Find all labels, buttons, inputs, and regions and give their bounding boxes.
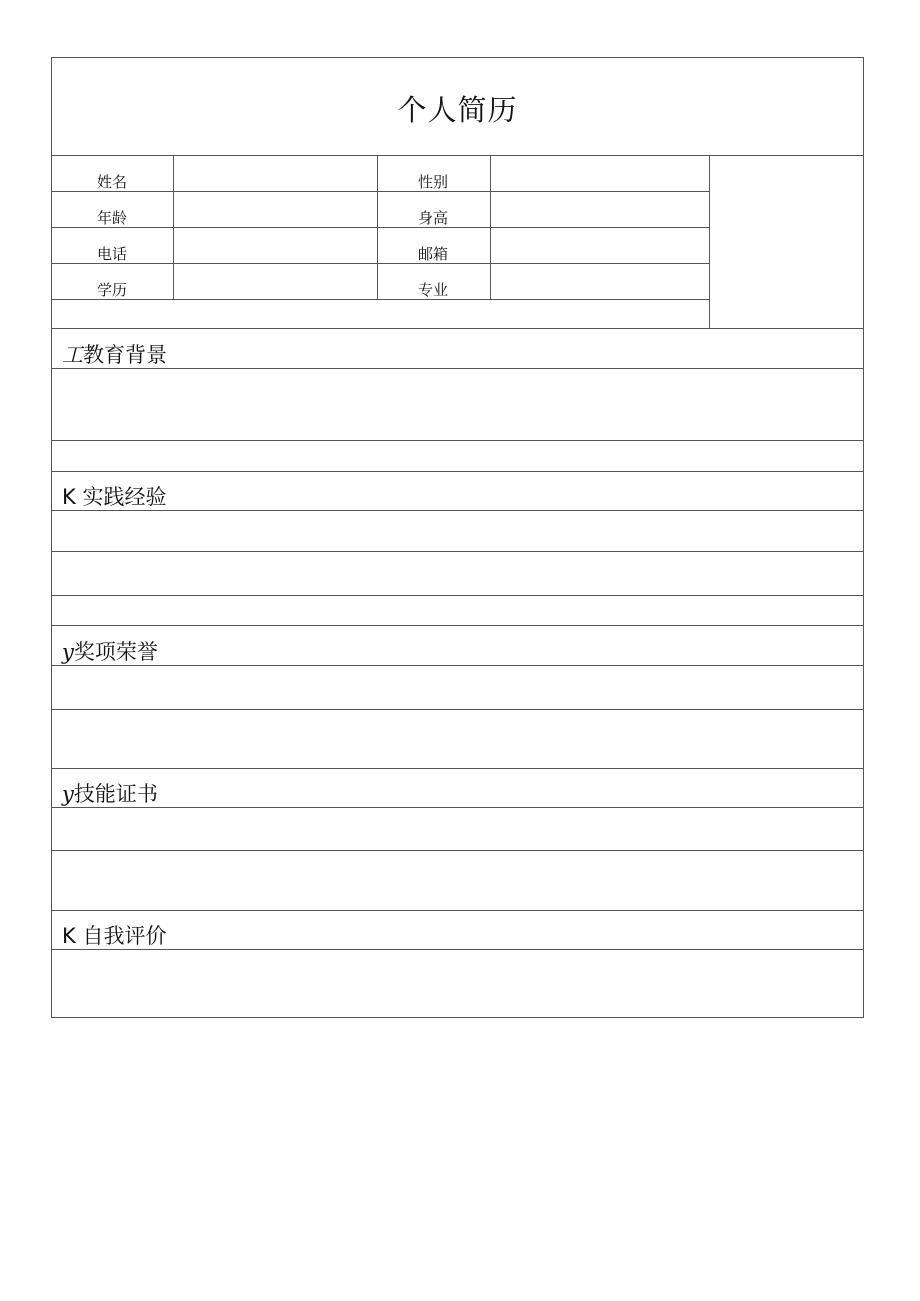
section-label: 奖项荣誉	[73, 640, 158, 664]
section-label: 实践经验	[82, 485, 167, 509]
section-glyph: 工	[62, 343, 83, 367]
age-field[interactable]	[174, 192, 377, 227]
section-label: 教育背景	[83, 343, 167, 367]
self-evaluation-content[interactable]	[52, 950, 863, 1017]
section-glyph: K	[62, 485, 76, 509]
divider	[52, 328, 863, 329]
gender-field[interactable]	[491, 156, 709, 191]
email-field[interactable]	[491, 228, 709, 263]
label-name: 姓名	[96, 173, 127, 191]
label-education: 学历	[96, 281, 127, 299]
section-glyph: K	[62, 924, 76, 948]
major-field[interactable]	[491, 264, 709, 299]
divider	[377, 155, 378, 299]
label-phone: 电话	[96, 245, 127, 263]
section-label: 技能证书	[73, 782, 158, 806]
phone-field[interactable]	[174, 228, 377, 263]
page-title: 个人简历	[397, 93, 518, 127]
section-education	[62, 339, 167, 369]
divider	[52, 471, 863, 472]
education-field[interactable]	[174, 264, 377, 299]
section-glyph: y	[62, 782, 74, 806]
resume-form	[51, 57, 864, 1018]
experience-content-row[interactable]	[52, 596, 863, 625]
divider	[52, 910, 863, 911]
experience-content-row[interactable]	[52, 552, 863, 595]
label-email: 邮箱	[417, 245, 448, 263]
label-height: 身高	[417, 209, 448, 227]
label-age: 年龄	[96, 209, 127, 227]
divider	[52, 299, 709, 300]
section-awards	[62, 636, 158, 666]
awards-content-row[interactable]	[52, 710, 863, 768]
skills-content-row[interactable]	[52, 851, 863, 910]
height-field[interactable]	[491, 192, 709, 227]
divider	[52, 625, 863, 626]
education-extra-row[interactable]	[52, 441, 863, 471]
education-content[interactable]	[52, 369, 863, 440]
label-gender: 性别	[417, 173, 448, 191]
section-glyph: y	[62, 640, 74, 664]
section-label: 自我评价	[82, 924, 167, 948]
photo-area[interactable]	[710, 156, 863, 328]
section-self-evaluation	[62, 920, 166, 950]
divider	[52, 768, 863, 769]
experience-content-row[interactable]	[52, 511, 863, 551]
label-major: 专业	[417, 281, 448, 299]
skills-content-row[interactable]	[52, 808, 863, 850]
awards-content-row[interactable]	[52, 666, 863, 709]
section-skills	[62, 778, 158, 808]
name-field[interactable]	[174, 156, 377, 191]
section-experience	[62, 481, 166, 511]
